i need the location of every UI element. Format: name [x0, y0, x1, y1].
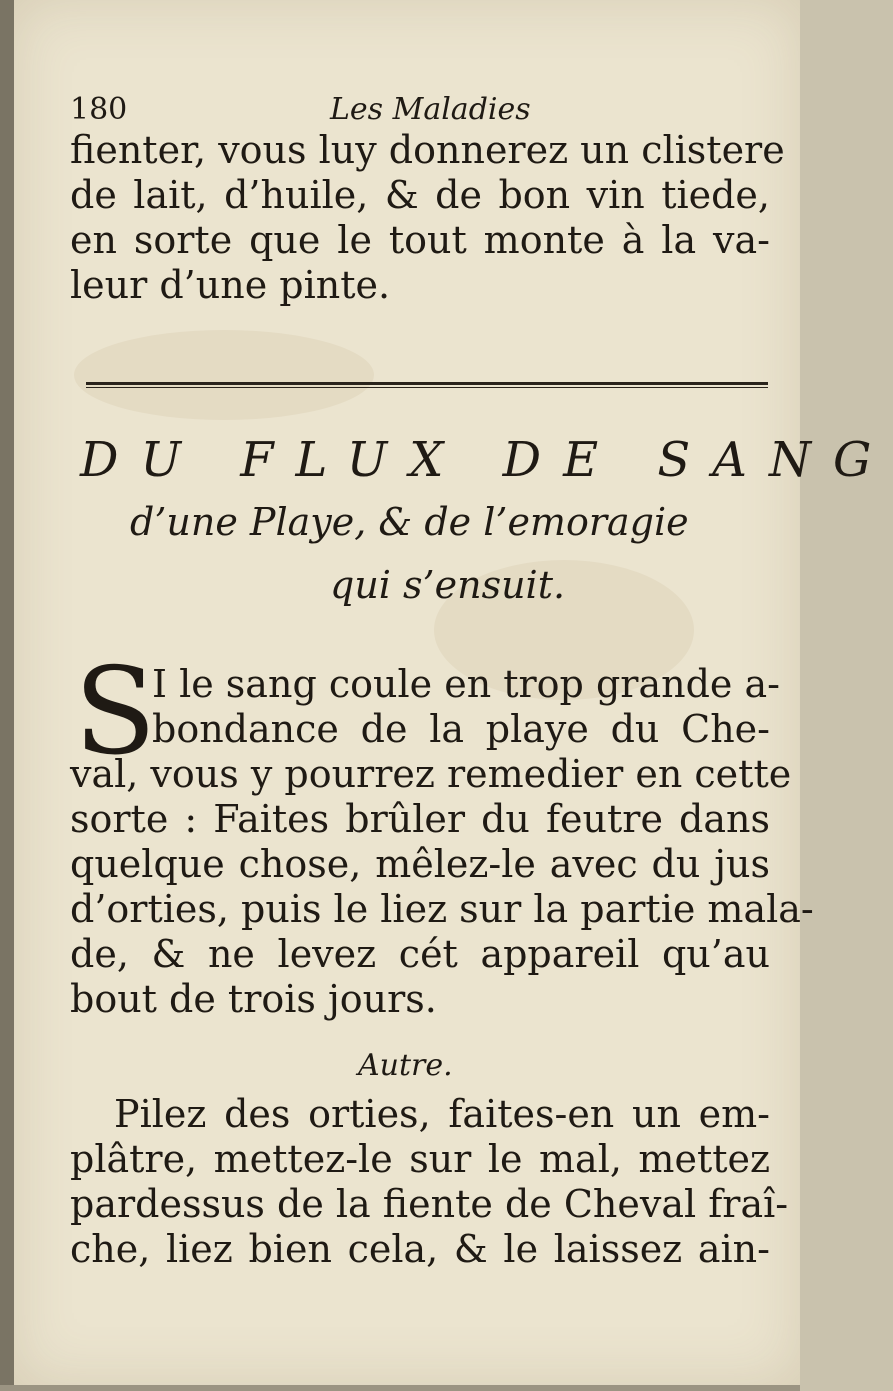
text-line: de, & ne levez cét appareil qu’au — [70, 932, 770, 976]
subheading-autre: Autre. — [358, 1048, 453, 1083]
paragraph-continuation — [70, 128, 785, 308]
text-line: de lait, d’huile, & de bon vin tiede, — [70, 173, 770, 217]
section-divider-rule — [86, 382, 768, 390]
running-title: Les Maladies — [330, 92, 531, 127]
paragraph-main — [70, 662, 814, 1022]
text-line: plâtre, mettez-le sur le mal, mettez — [70, 1137, 770, 1181]
section-subtitle-line-1: d’une Playe, & de l’emoragie — [130, 500, 689, 544]
section-heading: DU FLUX DE SANG — [80, 432, 893, 488]
paragraph-remedy — [70, 1092, 789, 1272]
page-number: 180 — [70, 92, 128, 127]
text-line: sorte : Faites brûler du feutre dans — [70, 797, 770, 841]
section-subtitle-line-2: qui s’ensuit. — [330, 563, 566, 607]
text-line: leur d’une pinte. — [70, 263, 391, 307]
drop-capital: S — [74, 643, 157, 782]
page-bottom-edge — [0, 1385, 800, 1391]
text-line: Pilez des orties, faites-en un em- — [114, 1092, 770, 1136]
paper-stain — [74, 330, 374, 420]
text-line: I le sang coule en trop grande a- — [152, 662, 780, 706]
text-line: d’orties, puis le liez sur la partie mala- — [70, 887, 814, 931]
text-line: pardessus de la fiente de Cheval fraî- — [70, 1182, 789, 1226]
text-line: quelque chose, mêlez-le avec du jus — [70, 842, 770, 886]
text-line: en sorte que le tout monte à la va- — [70, 218, 770, 262]
text-line: bout de trois jours. — [70, 977, 437, 1021]
text-line: bondance de la playe du Che- — [152, 707, 770, 751]
page-edge-shadow — [0, 0, 14, 1391]
text-line: fienter, vous luy donnerez un clistere — [70, 128, 785, 172]
text-line: val, vous y pourrez remedier en cette — [70, 752, 792, 796]
text-line: che, liez bien cela, & le laissez ain- — [70, 1227, 770, 1271]
running-header — [70, 92, 770, 132]
